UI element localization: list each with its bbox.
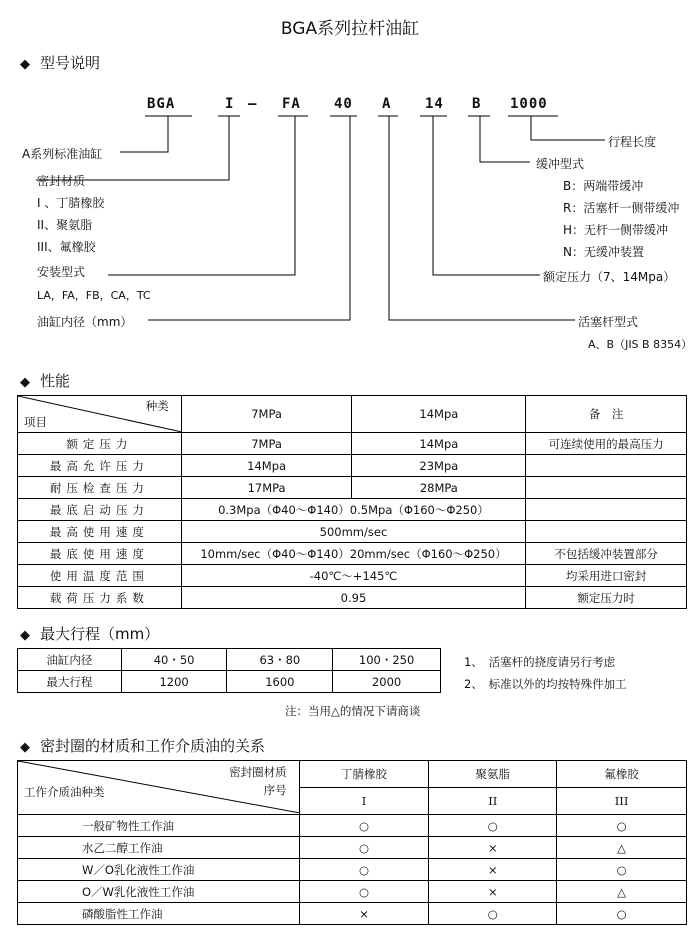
table-row: 使用温度范围 -40℃～+145℃ 均采用进口密封 bbox=[18, 565, 687, 587]
label-cushion-r: R：活塞杆一侧带缓冲 bbox=[563, 201, 680, 215]
label-rated-pressure: 额定压力（7、14Mpa） bbox=[543, 270, 676, 284]
section-performance: ◆ 性能 bbox=[20, 372, 71, 390]
code-mount: FA bbox=[282, 96, 301, 112]
perf-header-diagonal: 种类 项目 bbox=[18, 396, 182, 433]
section-model: ◆ 型号说明 bbox=[20, 54, 101, 72]
label-seal-1: I 、丁腈橡胶 bbox=[37, 196, 105, 210]
code-dash: — bbox=[248, 96, 258, 112]
stroke-note-2: 2、 标准以外的均按特殊件加工 bbox=[464, 677, 627, 691]
table-row: 一般矿物性工作油 ○ ○ ○ bbox=[18, 815, 687, 837]
label-series: A系列标准油缸 bbox=[22, 147, 103, 161]
page-title: BGA系列拉杆油缸 bbox=[280, 19, 420, 39]
table-row: 磷酸脂性工作油 × ○ ○ bbox=[18, 903, 687, 925]
table-row: 油缸内径 40・50 63・80 100・250 bbox=[18, 649, 441, 671]
label-seal-title: 密封材质 bbox=[37, 174, 86, 188]
label-cushion-n: N：无缓冲装置 bbox=[563, 245, 644, 259]
stroke-note-1: 1、 活塞杆的挠度请另行考虑 bbox=[464, 655, 616, 669]
label-cushion-title: 缓冲型式 bbox=[536, 157, 585, 171]
code-cushion: B bbox=[472, 96, 482, 112]
table-row: 最高允许压力 14Mpa 23Mpa bbox=[18, 455, 687, 477]
perf-col-7mpa: 7MPa bbox=[181, 396, 352, 433]
seal-header-diagonal: 密封圈材质 序号 工作介质油种类 bbox=[18, 761, 300, 815]
table-row: 额定压力 7MPa 14Mpa 可连续使用的最高压力 bbox=[18, 433, 687, 455]
diamond-icon: ◆ bbox=[20, 740, 30, 755]
diamond-icon: ◆ bbox=[20, 628, 30, 643]
table-row: W／O乳化液性工作油 ○ × ○ bbox=[18, 859, 687, 881]
diamond-icon: ◆ bbox=[20, 375, 30, 390]
label-stroke-length: 行程长度 bbox=[608, 135, 657, 149]
diamond-icon: ◆ bbox=[20, 57, 30, 72]
perf-col-note: 备 注 bbox=[526, 396, 687, 433]
table-row: O／W乳化液性工作油 ○ × △ bbox=[18, 881, 687, 903]
table-row: 最底使用速度 10mm/sec（Φ40～Φ140）20mm/sec（Φ160～Φ250） 不包括缓冲装置部分 bbox=[18, 543, 687, 565]
label-bore: 油缸内径（mm） bbox=[37, 315, 133, 329]
code-bga: BGA bbox=[147, 96, 176, 112]
table-row: 最底启动压力 0.3Mpa（Φ40～Φ140）0.5Mpa（Φ160～Φ250） bbox=[18, 499, 687, 521]
code-rod: A bbox=[382, 96, 392, 112]
table-row: 水乙二醇工作油 ○ × △ bbox=[18, 837, 687, 859]
table-row: 耐压检查压力 17MPa 28MPa bbox=[18, 477, 687, 499]
code-bore: 40 bbox=[334, 96, 353, 112]
label-seal-2: II、聚氨脂 bbox=[37, 218, 93, 232]
label-mount-title: 安装型式 bbox=[37, 265, 86, 279]
stroke-footnote: 注：当用△的情况下请商谈 bbox=[285, 704, 421, 718]
performance-table bbox=[17, 395, 687, 609]
section-seal-oil: ◆ 密封圈的材质和工作介质油的关系 bbox=[20, 737, 266, 755]
stroke-table bbox=[17, 648, 441, 693]
table-row: 最大行程 1200 1600 2000 bbox=[18, 671, 441, 693]
label-mount-list: LA，FA，FB，CA，TC bbox=[37, 289, 151, 302]
label-seal-3: III、氟橡胶 bbox=[37, 240, 96, 254]
label-rod-list: A、B（JIS B 8354） bbox=[588, 338, 693, 351]
code-seal: I bbox=[225, 96, 235, 112]
code-stroke: 1000 bbox=[510, 96, 548, 112]
section-max-stroke: ◆ 最大行程（mm） bbox=[20, 625, 160, 643]
table-row: 最高使用速度 500mm/sec bbox=[18, 521, 687, 543]
label-cushion-b: B：两端带缓冲 bbox=[563, 179, 644, 193]
label-cushion-h: H：无杆一侧带缓冲 bbox=[563, 223, 669, 237]
perf-col-14mpa: 14Mpa bbox=[352, 396, 526, 433]
table-row: 载荷压力系数 0.95 额定压力时 bbox=[18, 587, 687, 609]
label-rod-title: 活塞杆型式 bbox=[578, 315, 639, 329]
seal-table: 密封圈材质 序号 工作介质油种类 丁腈橡胶 聚氨脂 氟橡胶 I II III 一般矿物性工作油 ○ ○ ○ 水乙二醇工作油 ○ × △ W／O乳化液性工作油 ○ × ○ O／W乳化液性工作油 ○ × △ 磷酸脂性工作油 × ○ ○ bbox=[17, 760, 687, 925]
code-pressure: 14 bbox=[425, 96, 444, 112]
